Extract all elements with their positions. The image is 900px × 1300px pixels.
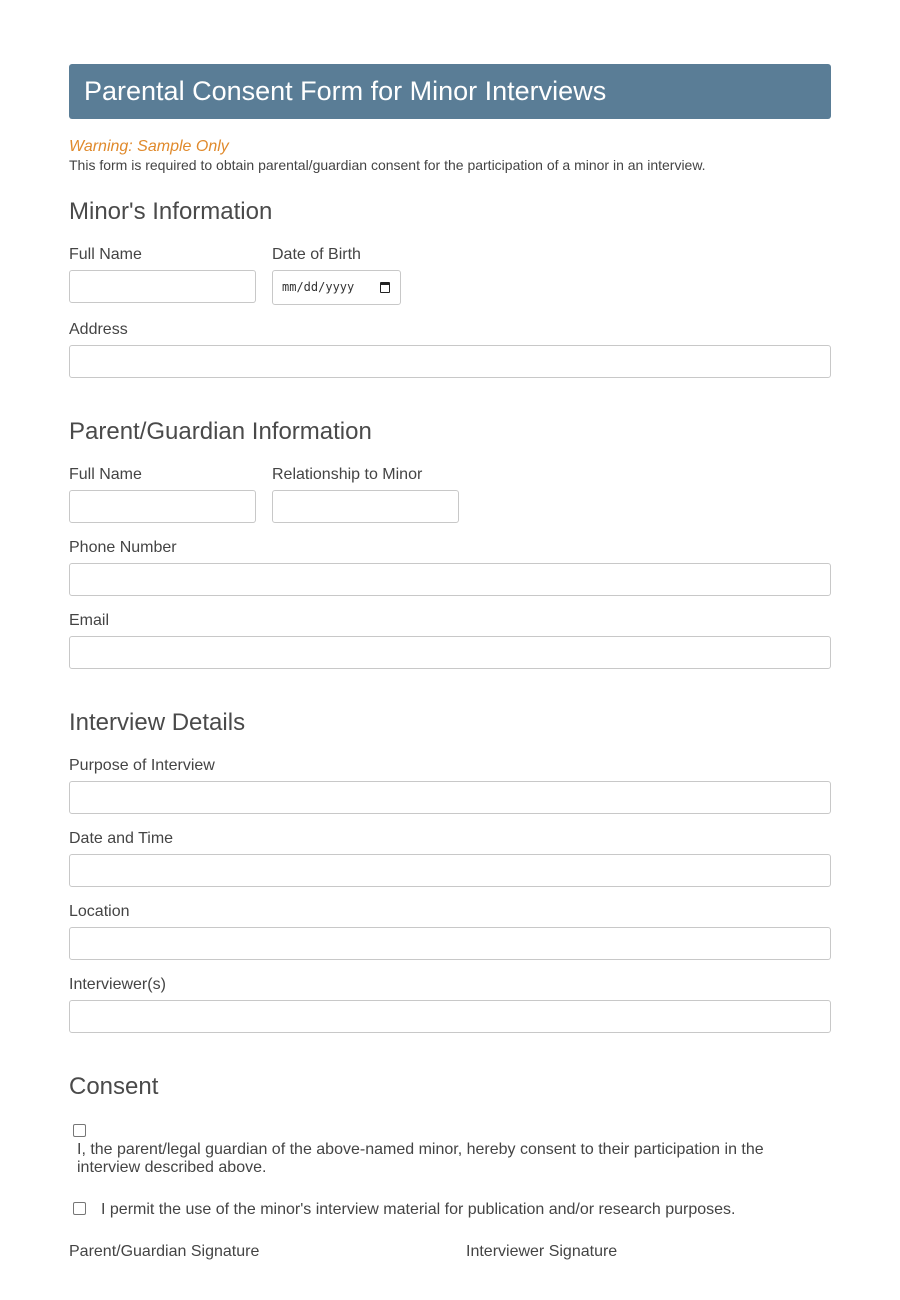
datetime-input[interactable] [69,854,831,887]
minor-dob-label: Date of Birth [272,246,361,263]
purpose-label: Purpose of Interview [69,757,215,774]
guardian-full-name-group [69,466,256,523]
minor-address-group [69,321,831,378]
intro-text: This form is required to obtain parental/guardian consent for the participation of a minor in an interview. [69,157,706,173]
minor-full-name-group [69,246,256,303]
consent-section [69,1073,158,1101]
guardian-full-name-label: Full Name [69,466,142,483]
purpose-input[interactable] [69,781,831,814]
location-group [69,903,831,960]
consent-checkbox[interactable] [73,1124,86,1137]
location-input[interactable] [69,927,831,960]
location-label: Location [69,903,130,920]
minor-address-input[interactable] [69,345,831,378]
calendar-icon[interactable] [380,282,390,293]
minor-dob-input[interactable] [272,270,401,305]
guardian-section [69,418,372,446]
permit-checkbox[interactable] [73,1202,86,1215]
page-title: Parental Consent Form for Minor Interviews [69,64,831,119]
email-label: Email [69,612,110,629]
email-input[interactable] [69,636,831,669]
guardian-heading: Parent/Guardian Information [69,418,372,445]
interviewer-signature-label: Interviewer Signature [466,1243,618,1260]
warning-text: Warning: Sample Only [69,138,229,155]
interview-section [69,709,245,737]
minor-full-name-label: Full Name [69,246,142,263]
permit-text: I permit the use of the minor's interview material for publication and/or research purposes. [101,1201,736,1218]
phone-input[interactable] [69,563,831,596]
dob-placeholder: mm/dd/yyyy [282,280,355,294]
phone-label: Phone Number [69,539,177,556]
guardian-full-name-input[interactable] [69,490,256,523]
email-group [69,612,831,669]
interviewers-input[interactable] [69,1000,831,1033]
relationship-input[interactable] [272,490,459,523]
interviewers-label: Interviewer(s) [69,976,166,993]
minor-dob-group [272,246,401,305]
minor-address-label: Address [69,321,128,338]
consent-text: I, the parent/legal guardian of the above-named minor, hereby consent to their participation in the interview described above. [77,1141,764,1176]
consent-form [69,64,831,174]
interviewers-group [69,976,831,1033]
interview-heading: Interview Details [69,709,246,736]
consent-heading: Consent [69,1073,159,1100]
datetime-label: Date and Time [69,830,174,847]
purpose-group [69,757,831,814]
minor-heading: Minor's Information [69,198,273,225]
guardian-signature-label: Parent/Guardian Signature [69,1243,260,1260]
phone-group [69,539,831,596]
datetime-group [69,830,831,887]
relationship-label: Relationship to Minor [272,466,423,483]
minor-section [69,198,272,226]
relationship-group [272,466,459,523]
minor-full-name-input[interactable] [69,270,256,303]
